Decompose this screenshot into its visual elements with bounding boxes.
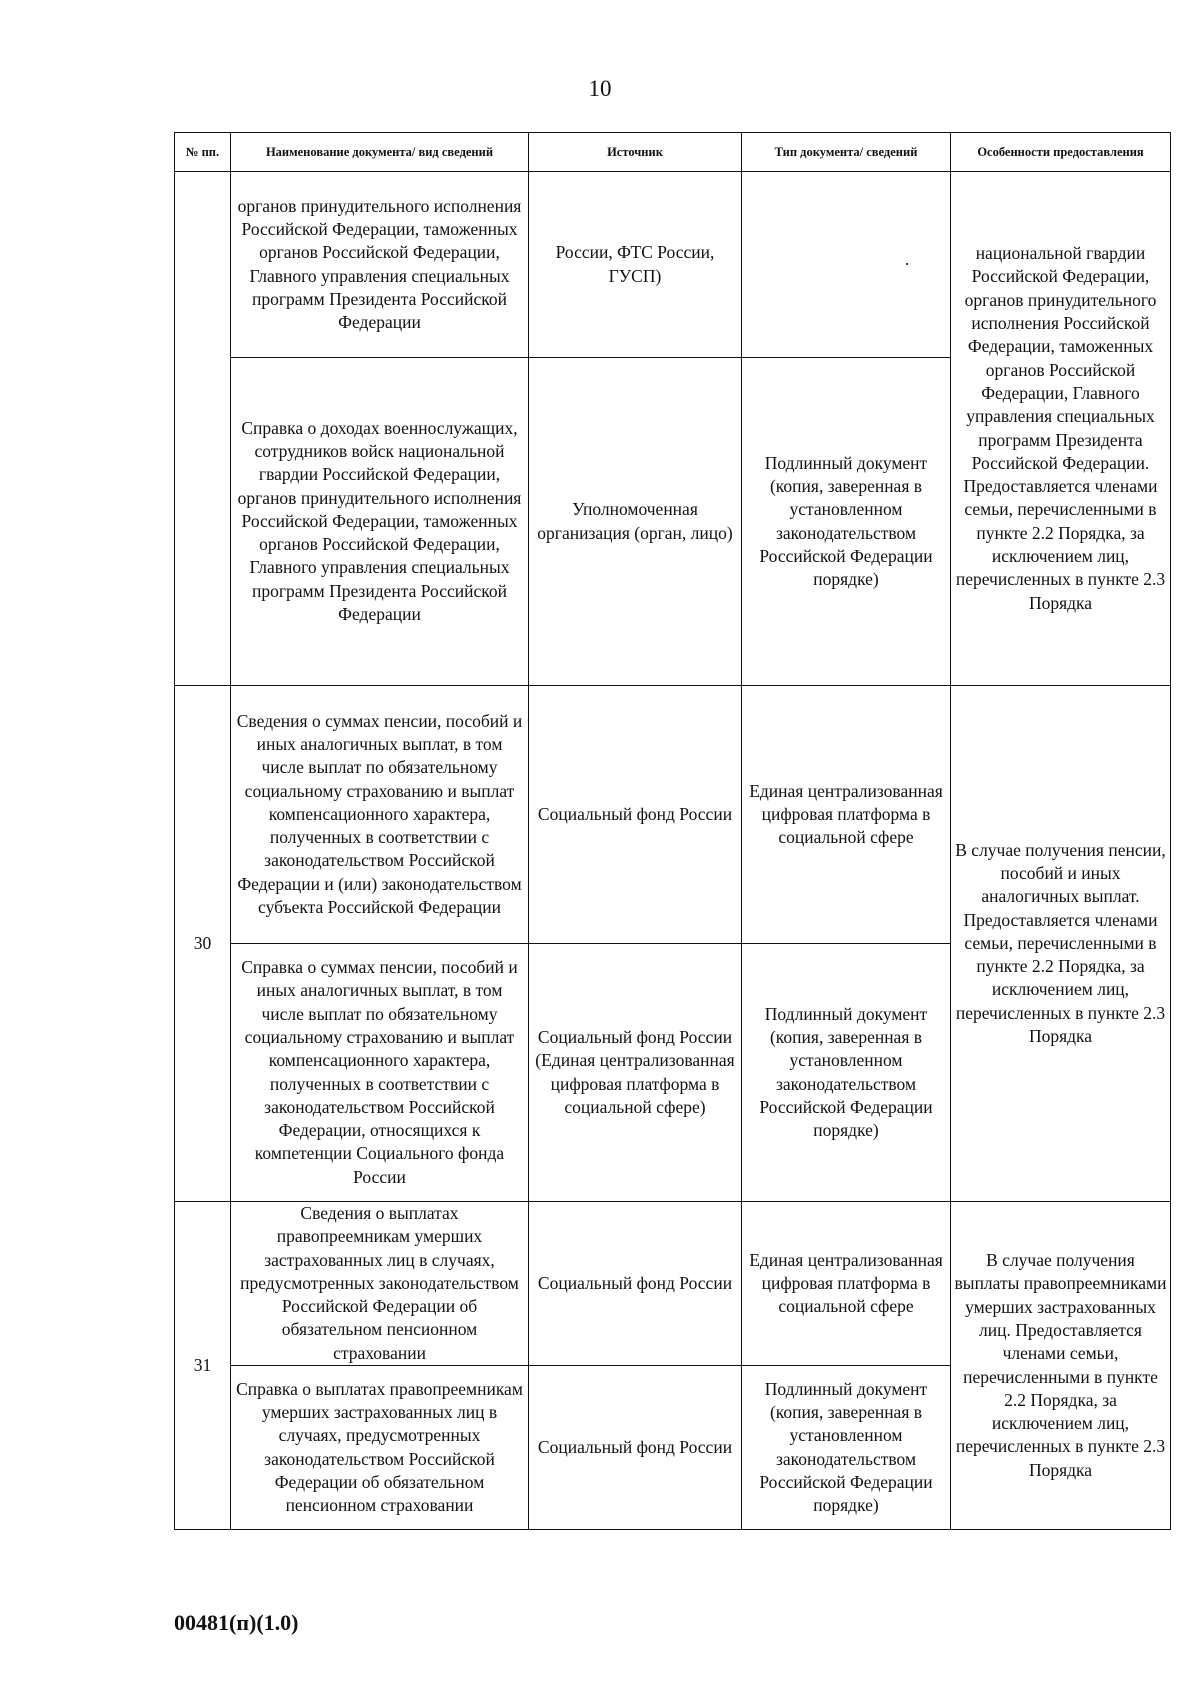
row-number: 31 (175, 1202, 231, 1530)
doc-name-cell: Справка о выплатах правопреемникам умерших застрахованных лиц в случаях, предусмотренных законодательством Российской Федерации об обязательном пенсионном страховании (231, 1366, 529, 1530)
header-name: Наименование документа/ вид сведений (231, 133, 529, 172)
source-cell: Уполномоченная организация (орган, лицо) (529, 358, 742, 686)
table-row (175, 1202, 1171, 1366)
doc-name-cell: Сведения о суммах пенсии, пособий и иных аналогичных выплат, в том числе выплат по обязательному социальному страхованию и выплат компенсационного характера, полученных в соответствии с законодательством Российской Федерации и (или) законодательством субъекта Российской Федерации (231, 686, 529, 944)
features-cell: В случае получения выплаты правопреемниками умерших застрахованных лиц. Предоставляется членами семьи, перечисленными в пункте 2.2 Порядка, за исключением лиц, перечисленных в пункте 2.3 Порядка (951, 1202, 1171, 1530)
documents-table (174, 132, 1171, 1530)
type-cell: Единая централизованная цифровая платформа в социальной сфере (742, 686, 951, 944)
page-number: 10 (588, 76, 612, 101)
doc-name-cell: органов принудительного исполнения Российской Федерации, таможенных органов Российской Федерации, Главного управления специальных программ Президента Российской Федерации (231, 172, 529, 358)
document-code: 00481(п)(1.0) (174, 1610, 299, 1635)
doc-name-cell: Сведения о выплатах правопреемникам умерших застрахованных лиц в случаях, предусмотренных законодательством Российской Федерации об обязательном пенсионном страховании (231, 1202, 529, 1366)
header-features: Особенности предоставления (951, 133, 1171, 172)
table-header-row (175, 133, 1171, 172)
doc-name-cell: Справка о суммах пенсии, пособий и иных аналогичных выплат, в том числе выплат по обязательному социальному страхованию и выплат компенсационного характера, полученных в соответствии с законодательством Российской Федерации, относящихся к компетенции Социального фонда России (231, 944, 529, 1202)
doc-name-cell: Справка о доходах военнослужащих, сотрудников войск национальной гвардии Российской Федерации, органов принудительного исполнения Российской Федерации, таможенных органов Российской Федерации, Главного управления специальных программ Президента Российской Федерации (231, 358, 529, 686)
features-cell: В случае получения пенсии, пособий и иных аналогичных выплат. Предоставляется членами семьи, перечисленными в пункте 2.2 Порядка, за исключением лиц, перечисленных в пункте 2.3 Порядка (951, 686, 1171, 1202)
type-cell: Подлинный документ (копия, заверенная в установленном законодательством Российской Федерации порядке) (742, 1366, 951, 1530)
type-cell: Единая централизованная цифровая платформа в социальной сфере (742, 1202, 951, 1366)
source-cell: Социальный фонд России (529, 1366, 742, 1530)
header-source: Источник (529, 133, 742, 172)
row-number: 30 (175, 686, 231, 1202)
source-cell: Социальный фонд России (Единая централизованная цифровая платформа в социальной сфере) (529, 944, 742, 1202)
header-num: № пп. (175, 133, 231, 172)
features-cell: национальной гвардии Российской Федерации, органов принудительного исполнения Российской Федерации, таможенных органов Российской Федерации, Главного управления специальных программ Президента Российской Федерации. Предоставляется членами семьи, перечисленными в пункте 2.2 Порядка, за исключением лиц, перечисленных в пункте 2.3 Порядка (951, 172, 1171, 686)
source-cell: Социальный фонд России (529, 1202, 742, 1366)
source-cell: России, ФТС России, ГУСП) (529, 172, 742, 358)
table-row (175, 686, 1171, 944)
row-num-empty (175, 172, 231, 686)
table-row (175, 172, 1171, 358)
source-cell: Социальный фонд России (529, 686, 742, 944)
type-cell: Подлинный документ (копия, заверенная в установленном законодательством Российской Федерации порядке) (742, 358, 951, 686)
type-cell: Подлинный документ (копия, заверенная в установленном законодательством Российской Федерации порядке) (742, 944, 951, 1202)
type-cell: · (742, 172, 951, 358)
header-type: Тип документа/ сведений (742, 133, 951, 172)
